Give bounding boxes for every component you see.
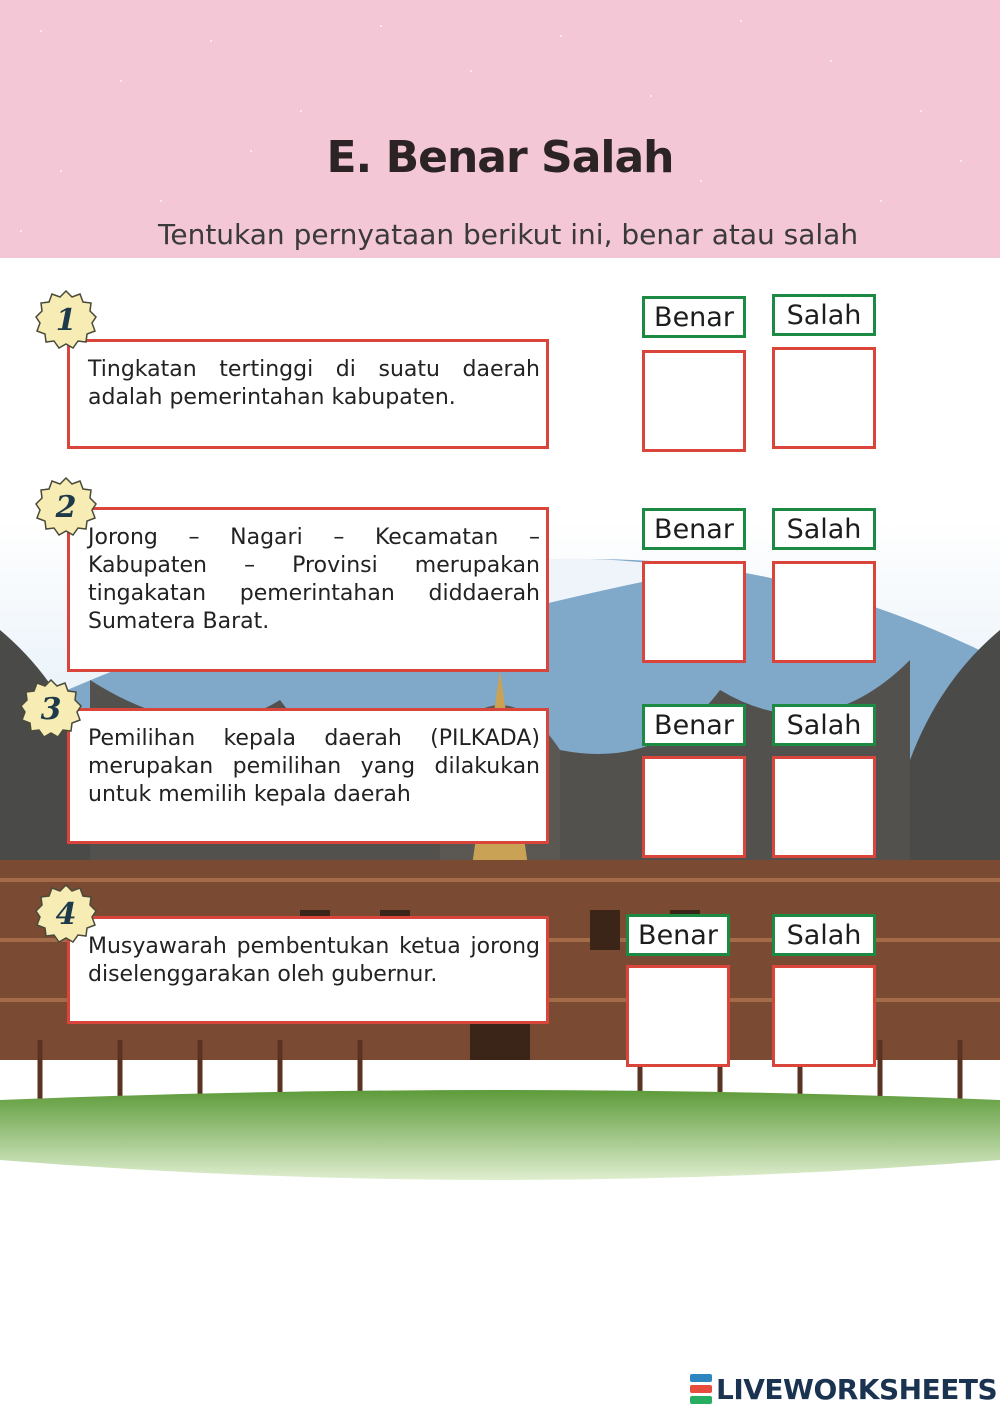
benar-label-4: Benar (626, 914, 730, 956)
salah-answer-box-2[interactable] (772, 561, 876, 663)
benar-label-1: Benar (642, 296, 746, 338)
number-badge-4 (35, 884, 97, 946)
benar-answer-box-3[interactable] (642, 756, 746, 858)
benar-answer-box-1[interactable] (642, 350, 746, 452)
number-badge-2 (35, 477, 97, 539)
question-1-text: Tingkatan tertinggi di suatu daerah adalah pemerintahan kabupaten. (88, 357, 540, 410)
benar-label-2: Benar (642, 508, 746, 550)
benar-label-3: Benar (642, 704, 746, 746)
number-badge-1 (35, 290, 97, 352)
question-4-text: Musyawarah pembentukan ketua jorong diselenggarakan oleh gubernur. (88, 934, 540, 987)
salah-label-3: Salah (772, 704, 876, 746)
question-2-box (67, 507, 549, 672)
salah-answer-box-3[interactable] (772, 756, 876, 858)
salah-label-2: Salah (772, 508, 876, 550)
liveworksheets-logo[interactable] (690, 1372, 997, 1406)
number-4: 4 (55, 897, 77, 932)
question-3-text: Pemilihan kepala daerah (PILKADA) merupakan pemilihan yang dilakukan untuk memilih kepala daerah (88, 726, 540, 807)
page-title: E. Benar Salah (326, 132, 674, 183)
salah-label-4: Salah (772, 914, 876, 956)
number-2: 2 (55, 490, 77, 525)
brand-name: LIVEWORKSHEETS (716, 1372, 998, 1406)
number-3: 3 (40, 692, 62, 727)
benar-answer-box-2[interactable] (642, 561, 746, 663)
question-1-box (67, 339, 549, 449)
question-4-box (67, 916, 549, 1024)
question-3-box (67, 708, 549, 844)
liveworksheets-logo-icon (690, 1374, 712, 1404)
salah-label-1: Salah (772, 294, 876, 336)
question-2-text: Jorong – Nagari – Kecamatan – Kabupaten – Provinsi merupakan tingakatan pemerintahan diddaerah Sumatera Barat. (88, 525, 540, 634)
salah-answer-box-4[interactable] (772, 965, 876, 1067)
number-1: 1 (55, 303, 77, 338)
number-badge-3 (20, 679, 82, 741)
instructions: Tentukan pernyataan berikut ini, benar atau salah (158, 218, 859, 251)
benar-answer-box-4[interactable] (626, 965, 730, 1067)
salah-answer-box-1[interactable] (772, 347, 876, 449)
